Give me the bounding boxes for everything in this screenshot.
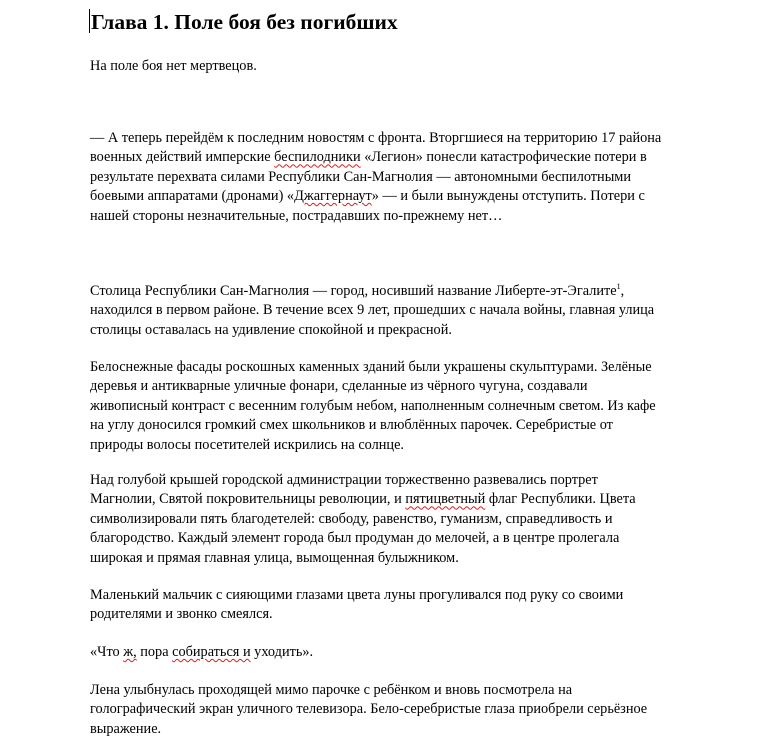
text-run: на углу доносился громкий смех школьников и влюблённых парочек. Серебристые от bbox=[90, 417, 613, 434]
text-run: боевыми аппаратами (дронами) « bbox=[90, 188, 295, 205]
text-run: голографический экран уличного телевизора. Бело-серебристые глаза приобрели серьёзное bbox=[90, 701, 648, 718]
paragraph-4 bbox=[90, 358, 730, 455]
text-line bbox=[90, 700, 730, 719]
text-run: Магнолии, Святой покровительницы революции, и bbox=[90, 491, 406, 508]
misspelled-word: собираться и bbox=[172, 644, 251, 660]
text-line bbox=[90, 490, 730, 509]
text-line bbox=[90, 397, 730, 416]
paragraph-5 bbox=[90, 471, 730, 568]
misspelled-word: беспилодники bbox=[274, 149, 361, 166]
text-run: военных действий имперские bbox=[90, 149, 275, 166]
text-run: Лена улыбнулась проходящей мимо парочке с ребёнком и вновь посмотрела на bbox=[90, 682, 573, 698]
text-run: — А теперь перейдём к последним новостям с фронта. Вторгшиеся на территорию 17 района bbox=[90, 130, 662, 146]
text-run: Белоснежные фасады роскошных каменных зданий были украшены скульптурами. Зелёные bbox=[90, 359, 652, 375]
text-run: родителями и звонко смеялся. bbox=[90, 606, 273, 623]
text-line bbox=[90, 168, 730, 187]
text-run: «Легион» понесли катастрофические потери в bbox=[360, 149, 647, 166]
text-line bbox=[90, 643, 730, 662]
paragraph-2 bbox=[90, 129, 730, 226]
paragraph-3 bbox=[90, 282, 730, 340]
paragraph-8 bbox=[90, 681, 730, 739]
text-line bbox=[90, 187, 730, 206]
text-run: «Что bbox=[90, 644, 124, 660]
text-line bbox=[90, 57, 730, 76]
text-line bbox=[90, 129, 730, 148]
text-line bbox=[90, 436, 730, 455]
text-line bbox=[90, 549, 730, 568]
chapter-title: Глава 1. Поле боя без погибших bbox=[91, 10, 398, 34]
paragraph-1 bbox=[90, 57, 730, 76]
text-run: живописный контраст с весенним голубым небом, наполненным солнечным светом. Из кафе bbox=[90, 397, 656, 414]
text-line bbox=[90, 510, 730, 529]
misspelled-word: ж, bbox=[123, 644, 137, 660]
text-line bbox=[90, 471, 730, 490]
text-run: пора bbox=[136, 644, 173, 660]
text-run: выражение. bbox=[90, 720, 162, 737]
text-run: природы волосы посетителей искрились на солнце. bbox=[90, 436, 404, 453]
text-line bbox=[90, 416, 730, 435]
text-line bbox=[90, 586, 730, 605]
text-run: флаг Республики. Цвета bbox=[485, 491, 636, 508]
text-line bbox=[90, 282, 730, 301]
text-run: Над голубой крышей городской администрации торжественно развевались портрет bbox=[90, 472, 598, 488]
paragraph-7 bbox=[90, 643, 730, 662]
text-line bbox=[90, 720, 730, 739]
text-run: Маленький мальчик с сияющими глазами цвета луны прогуливался под руку со своими bbox=[90, 587, 624, 603]
text-run: столицы оставалась на удивление спокойной и прекрасной. bbox=[90, 321, 452, 338]
text-run: деревья и антикварные уличные фонари, сделанные из чёрного чугуна, создавали bbox=[90, 378, 588, 395]
text-run: На поле боя нет мертвецов. bbox=[90, 58, 257, 74]
misspelled-word: Джаггернаут bbox=[294, 188, 372, 205]
footnote-marker: 1 bbox=[616, 282, 621, 291]
text-line bbox=[90, 321, 730, 340]
text-line bbox=[90, 148, 730, 167]
text-run: результате перехвата силами Республики Сан-Магнолия — автономными беспилотными bbox=[90, 168, 632, 185]
text-run: находился в первом районе. В течение всех 9 лет, прошедших с начала войны, главная улица bbox=[90, 302, 655, 319]
text-run: благородство. Каждый элемент города был продуман до мелочей, а в центре пролегала bbox=[90, 530, 620, 547]
text-line bbox=[90, 681, 730, 700]
text-line bbox=[90, 605, 730, 624]
paragraph-6 bbox=[90, 586, 730, 625]
text-line bbox=[90, 529, 730, 548]
text-line bbox=[90, 358, 730, 377]
text-run: нашей стороны незначительные, пострадавших по-прежнему нет… bbox=[90, 207, 503, 224]
text-run: широкая и прямая главная улица, вымощенная булыжником. bbox=[90, 549, 459, 566]
text-run: , bbox=[620, 283, 625, 299]
text-run: Столица Республики Сан-Магнолия — город, носивший название Либерте-эт-Эгалите bbox=[90, 283, 617, 299]
text-run: » — и были вынуждены отступить. Потери с bbox=[371, 188, 645, 205]
text-run: символизировали пять благодетелей: свободу, равенство, гуманизм, справедливость и bbox=[90, 510, 613, 527]
text-line bbox=[90, 301, 730, 320]
text-line bbox=[90, 207, 730, 226]
misspelled-word: пятицветный bbox=[405, 491, 486, 508]
text-line bbox=[90, 377, 730, 396]
text-cursor bbox=[89, 9, 90, 33]
text-run: уходить». bbox=[250, 644, 314, 660]
